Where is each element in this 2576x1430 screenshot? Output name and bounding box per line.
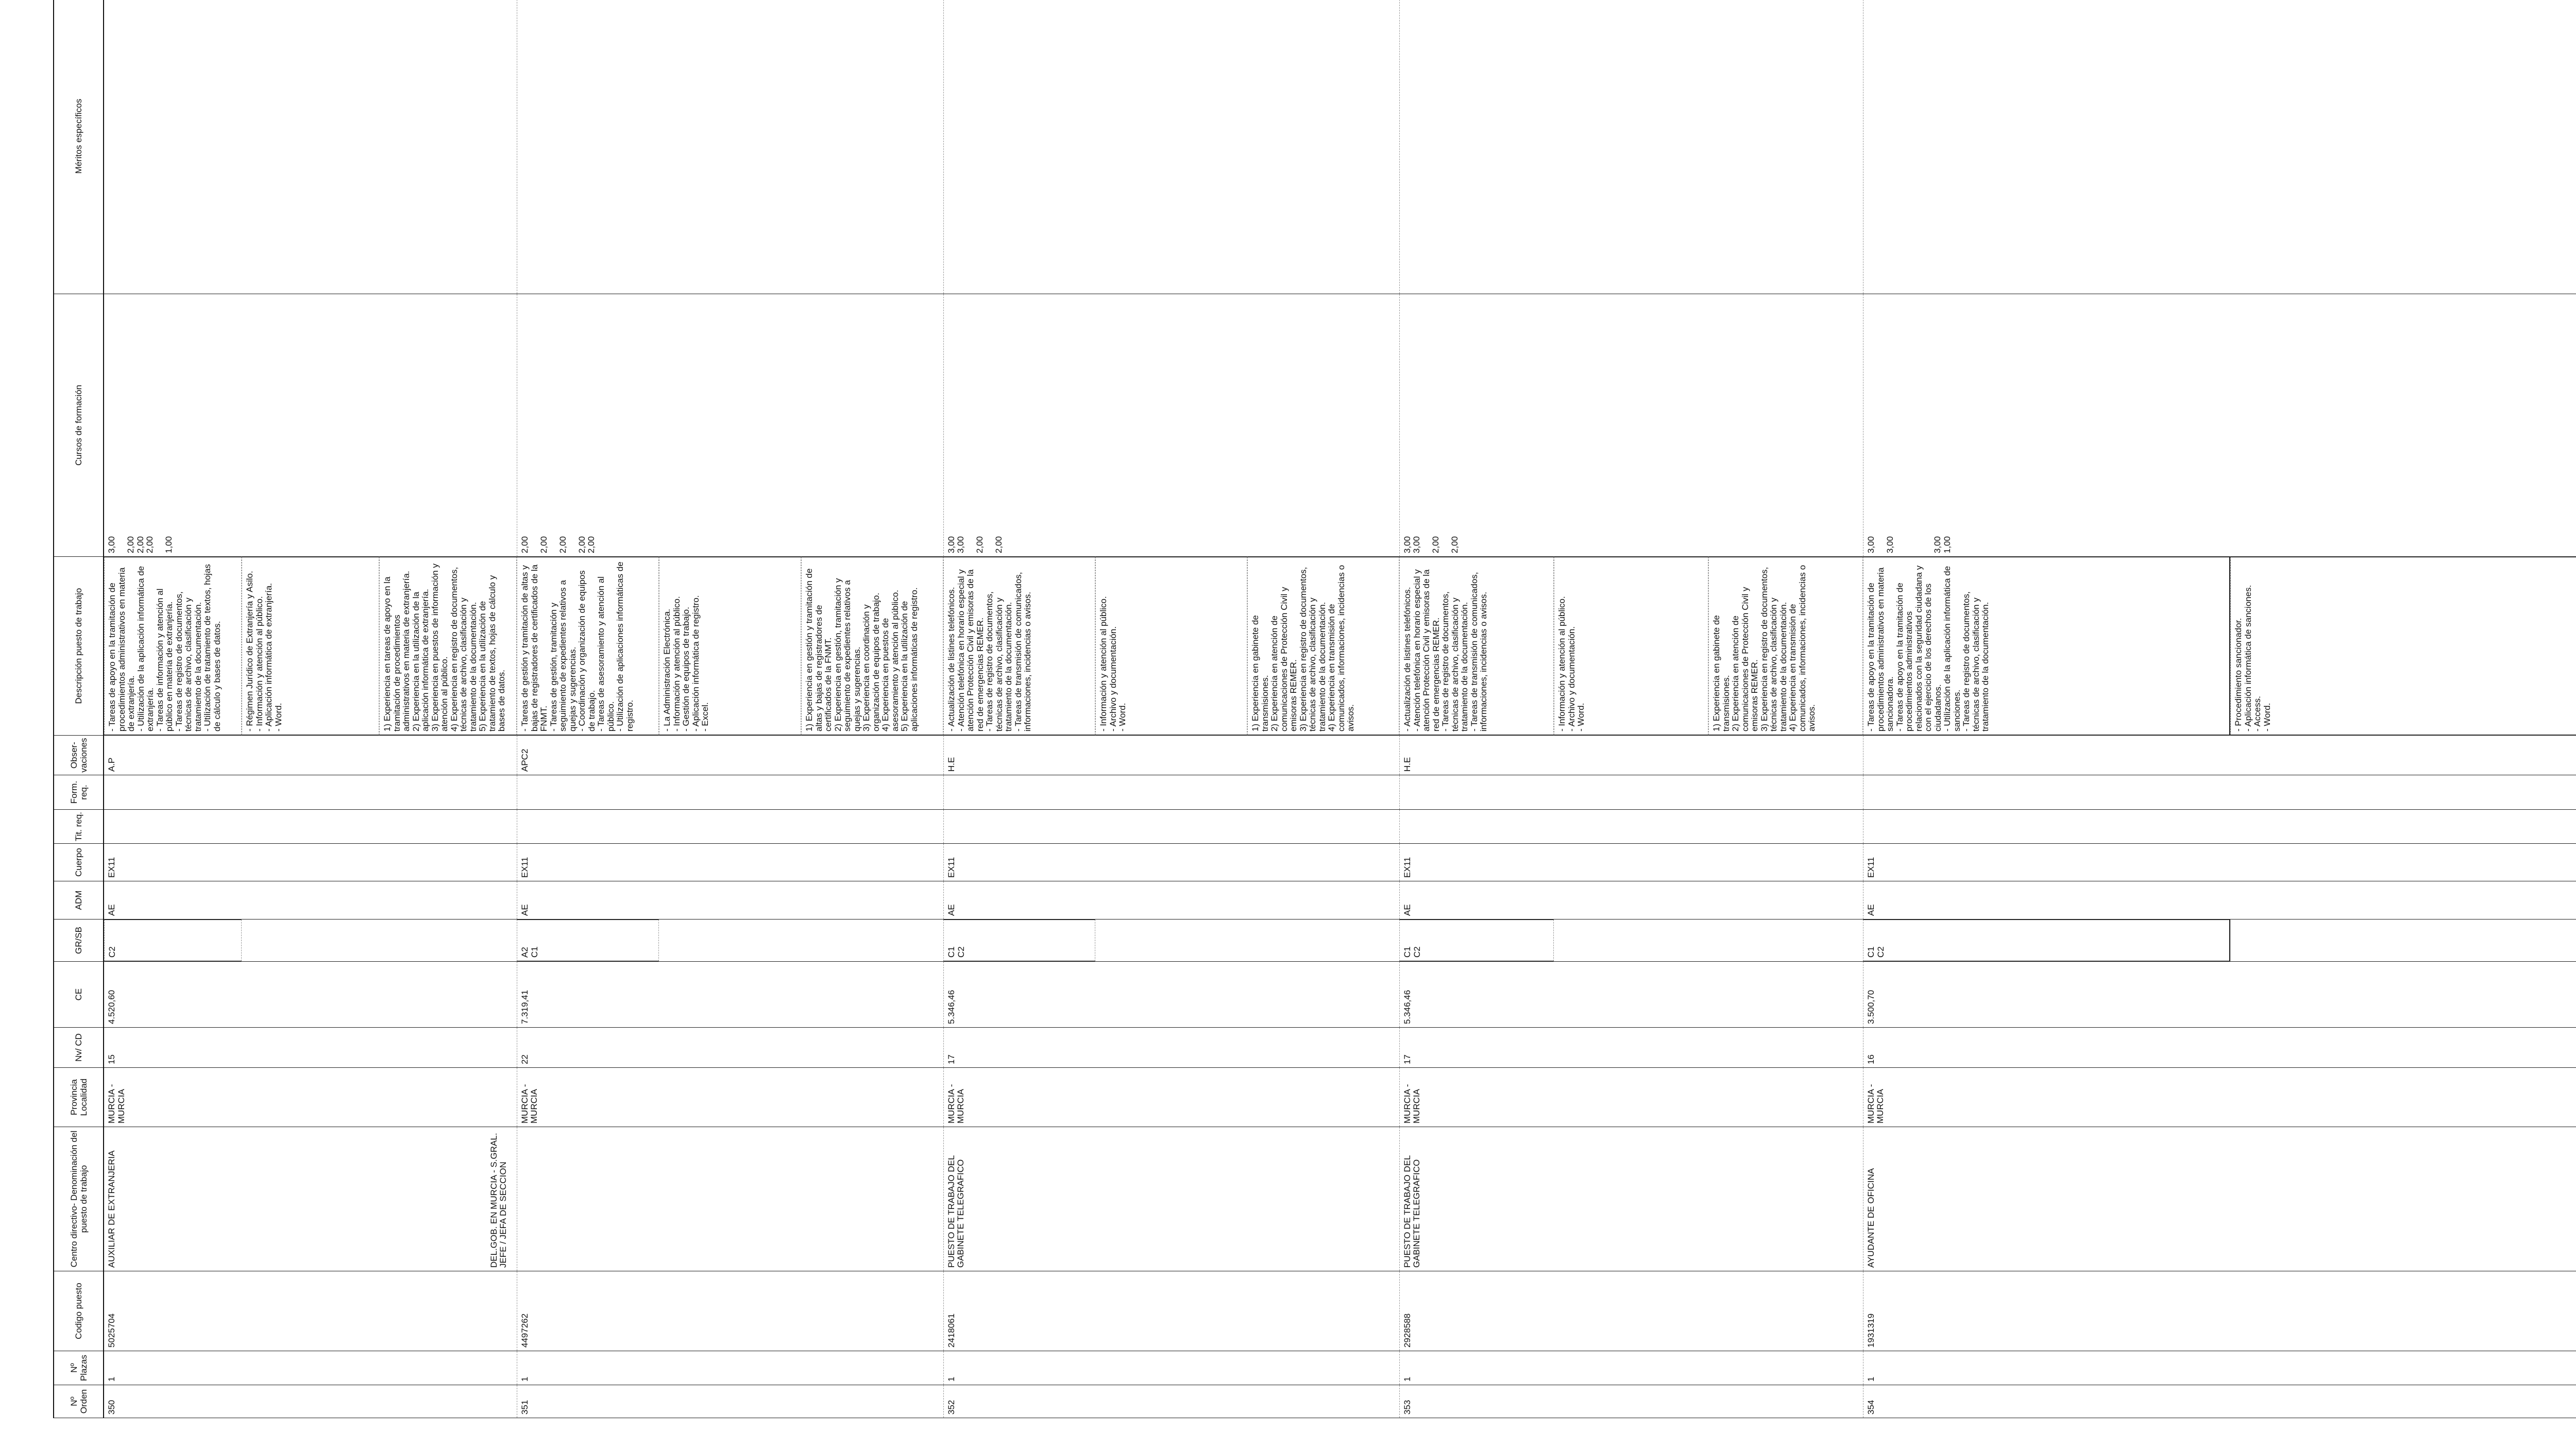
cell-form (1863, 775, 2576, 810)
col-header-provincia: Provincia Localidad (54, 1068, 104, 1127)
cell-descripcion: - Tareas de apoyo en la tramitación de procedimientos administrativos en materia sancionadora. - Tareas de apoyo en la tramitación de procedimientos administrativos relacionados con la seguridad ciudadana y con el ejercicio de los derechos de los ciudadanos. - Utilización de la aplicación informática de sanciones. - Tareas de registro de documentos, técnicas de archivo, clasificación y tratamiento de la documentación. (1863, 557, 2230, 735)
max-score (549, 297, 558, 553)
max-score: 3,00 (956, 536, 965, 553)
cell-form (1399, 775, 1863, 810)
cell-adm: AE (943, 881, 1399, 920)
max-score: 3,00 (107, 536, 116, 553)
col-header-nivel: Nv/ CD (54, 1028, 104, 1068)
denominacion: PUESTO DE TRABAJO DEL GABINETE TELEGRAFICO (946, 1155, 965, 1268)
col-header-codigo: Codigo puesto (54, 1271, 104, 1351)
denominacion: AUXILIAR DE EXTRANJERIA (107, 1150, 116, 1268)
cell-nivel: 16 (1863, 1028, 2576, 1068)
cell-provincia: MURCIA - MURCIA (1399, 1068, 1863, 1127)
cell-codigo: 2418061 (943, 1271, 1399, 1351)
cell-orden: 353 (1399, 1385, 1863, 1418)
cell-form (943, 775, 1399, 810)
max-score: 1,00 (1942, 536, 1952, 553)
max-score: 3,00 (1866, 536, 1876, 553)
cell-codigo: 4497262 (517, 1271, 943, 1351)
cell-ce: 5.346,46 (1399, 962, 1863, 1028)
cell-descripcion: - Actualización de listines telefónicos. - Atención telefónica en horario especial y atención Protección Civil y emisoras de la red de emergencias REMER. - Tareas de registro de documentos, técnicas de archivo, clasificación y tratamiento de la documentación. - Tareas de transmisión de comunicados, informaciones, incidencias o avisos. (1399, 557, 1554, 735)
cell-grupo: C2 (104, 920, 242, 961)
cell-centro (1863, 1127, 2576, 1271)
cell-orden: 352 (943, 1385, 1399, 1418)
cell-cuerpo: EX11 (943, 844, 1399, 881)
col-header-ce: CE (54, 962, 104, 1028)
cell-ce: 7.319,41 (517, 962, 943, 1028)
cell-cursos: - Régimen Jurídico de Extranjería y Asilo. - Información y atención al público. - Aplicación informática de extranjería. - Word. (242, 557, 379, 735)
col-header-descripcion: Descripción puesto de trabajo (54, 557, 104, 736)
cell-tit (517, 810, 943, 844)
max-score: 2,00 (557, 536, 568, 553)
cell-me (1399, 0, 1863, 294)
cell-tit (1863, 810, 2576, 844)
cell-form (104, 775, 517, 810)
cell-max (104, 294, 517, 557)
table-row (104, 0, 517, 1418)
cell-centro (488, 1127, 943, 1271)
max-score: 2,00 (145, 536, 155, 553)
cell-plazas: 1 (943, 1351, 1399, 1385)
cell-max (1399, 294, 1863, 557)
cell-obs: APC2 (517, 736, 943, 775)
col-header-cursos: Cursos de formación (54, 294, 104, 557)
col-header-meritos: Méritos específicos (54, 0, 104, 294)
max-score (985, 297, 995, 553)
cell-grupo: A2 C1 (517, 920, 659, 961)
cell-descripcion: - Tareas de gestión y tramitación de altas y bajas de registradores de certificados de la FNMT. - Tareas de gestión, tramitación y seguimiento de expedientes relativos a quejas y sugerencias. - Coordinación y organización de equipos de trabajo. - Tareas de asesoramiento y atención al público. - Utilización de aplicaciones informáticas de registro. (517, 557, 659, 735)
cell-cuerpo: EX11 (104, 844, 517, 881)
job-positions-table (53, 0, 2576, 1418)
cell-me (104, 0, 517, 294)
table-row (517, 0, 943, 1418)
table-row (943, 0, 1399, 1418)
cell-adm: AE (1863, 881, 2576, 920)
cell-max (1863, 294, 2576, 557)
max-score: 2,00 (126, 536, 135, 553)
cell-cursos: - Información y atención al público. - Archivo y documentación. - Word. (1554, 557, 1708, 735)
max-score (1895, 297, 1905, 553)
col-header-orden: Nº Orden (54, 1385, 104, 1418)
max-score (1441, 297, 1451, 553)
cell-tit (104, 810, 517, 844)
cell-provincia: MURCIA - MURCIA (104, 1068, 517, 1127)
cell-centro (943, 1127, 1399, 1271)
cell-orden: 354 (1863, 1385, 2576, 1418)
table-row (1399, 0, 1863, 1418)
cell-max (943, 294, 1399, 557)
cell-provincia: MURCIA - MURCIA (1863, 1068, 2576, 1127)
max-score: 2,00 (975, 536, 985, 553)
cell-provincia: MURCIA - MURCIA (943, 1068, 1399, 1127)
col-header-grupo: GR/SB (54, 920, 104, 962)
max-score: 2,00 (577, 536, 587, 553)
cell-me (517, 0, 943, 294)
cell-plazas: 1 (104, 1351, 517, 1385)
cell-adm: AE (104, 881, 517, 920)
cell-cursos: - Procedimiento sancionador. - Aplicación informática de sanciones. - Access. - Word. (2230, 557, 2576, 735)
cell-cuerpo: EX11 (517, 844, 943, 881)
cell-form (517, 775, 943, 810)
max-score: 3,00 (946, 536, 956, 553)
cell-descripcion: - Actualización de listines telefónicos. - Atención telefónica en horario especial y atención Protección Civil y emisoras de la red de emergencias REMER. - Tareas de registro de documentos, técnicas de archivo, clasificación y tratamiento de la documentación. - Tareas de transmisión de comunicados, informaciones, incidencias o avisos. (943, 557, 1095, 735)
max-score: 2,00 (1431, 536, 1440, 553)
cell-ce: 3.500,70 (1863, 962, 2576, 1028)
cell-orden: 351 (517, 1385, 943, 1418)
col-header-centro: Centro directivo- Denominación del puesto de trabajo (54, 1127, 104, 1271)
cell-grupo: C1 C2 (1863, 920, 2230, 961)
cell-tit (943, 810, 1399, 844)
max-score (117, 297, 127, 553)
cell-plazas: 1 (517, 1351, 943, 1385)
cell-ce: 5.346,46 (943, 962, 1399, 1028)
cell-obs: H.E (943, 736, 1399, 775)
cell-nivel: 22 (517, 1028, 943, 1068)
cell-codigo: 5025704 (104, 1271, 517, 1351)
max-score (1876, 297, 1886, 553)
max-score: 2,00 (519, 536, 530, 553)
cell-codigo: 2928588 (1399, 1271, 1863, 1351)
table-row (1863, 0, 2576, 1418)
max-score (1905, 297, 1914, 553)
col-header-adm: ADM (54, 881, 104, 920)
cell-nivel: 15 (104, 1028, 517, 1068)
max-score (1924, 297, 1934, 553)
col-header-plazas: Nº Plazas (54, 1351, 104, 1385)
cell-plazas: 1 (1399, 1351, 1863, 1385)
cell-meritos: 1) Experiencia en gabinete de transmisiones. 2) Experiencia en atención de comunicaciones de Protección Civil y emisoras REMER. 3) Experiencia en registro de documentos, técnicas de archivo, clasificación y tratamiento de la documentación. 4) Experiencia en transmisión de comunicados, informaciones, incidencias o avisos. (1247, 557, 1399, 735)
cell-centro (1399, 1127, 1863, 1271)
cell-obs: A.P (104, 736, 517, 775)
cell-obs: H.E (1399, 736, 1863, 775)
max-score: 3,00 (1402, 536, 1412, 553)
denominacion: JEFE / JEFA DE SECCION (498, 1162, 508, 1268)
cell-meritos: 1) Experiencia en tareas de apoyo en la tramitación de procedimientos administrativos en materia de extranjería. 2) Experiencia en la utilización de la aplicación informática de extranjería. 3) Experiencia en puestos de información y atención al público. 4) Experiencia en registro de documentos, técnicas de archivo, clasificación y tratamiento de la documentación. 5) Experiencia en la utilización de tratamiento de textos, hojas de cálculo y bases de datos. (379, 557, 517, 735)
max-score: 3,00 (1933, 536, 1942, 553)
max-score (966, 297, 976, 553)
cell-cursos: - Información y atención al público. - Archivo y documentación. - Word. (1095, 557, 1247, 735)
max-score (568, 297, 578, 553)
cell-me (1863, 0, 2576, 294)
centro-directivo: DEL.GOB. EN MURCIA - S.GRAL. (488, 1133, 499, 1268)
cell-provincia: MURCIA - MURCIA (517, 1068, 943, 1127)
col-header-form: Form. req. (54, 775, 104, 810)
max-score: 3,00 (1885, 536, 1895, 553)
max-score (1914, 297, 1924, 553)
cell-orden: 350 (104, 1385, 517, 1418)
cell-nivel: 17 (943, 1028, 1399, 1068)
cell-nivel: 17 (1399, 1028, 1863, 1068)
col-header-obs: Obser- vaciones (54, 736, 104, 775)
max-score (530, 297, 539, 553)
cell-obs (1863, 736, 2576, 775)
denominacion: PUESTO DE TRABAJO DEL GABINETE TELEGRAFICO (1402, 1155, 1421, 1268)
header-row (54, 0, 104, 1418)
cell-ce: 4.520,60 (104, 962, 517, 1028)
cell-cuerpo: EX11 (1399, 844, 1863, 881)
max-score (1422, 297, 1432, 553)
max-score: 2,00 (135, 536, 145, 553)
max-score: 1,00 (164, 536, 174, 553)
cell-me (943, 0, 1399, 294)
col-header-cuerpo: Cuerpo (54, 844, 104, 881)
cell-meritos: 1) Experiencia en gestión y tramitación de altas y bajas de registradores de certificados de la FNMT. 2) Experiencia en gestión, tramitación y seguimiento de expedientes relativos a quejas y sugerencias. 3) Experiencia en coordinación y organización de equipos de trabajo. 4) Experiencia en puestos de asesoramiento y atención al público. 5) Experiencia en la utilización de aplicaciones informáticas de registro. (801, 557, 943, 735)
max-score (155, 297, 165, 553)
cell-cuerpo: EX11 (1863, 844, 2576, 881)
cell-centro (104, 1127, 517, 1271)
max-score: 2,00 (538, 536, 549, 553)
max-score: 2,00 (994, 536, 1004, 553)
cell-grupo: C1 C2 (1399, 920, 1554, 961)
cell-grupo: C1 C2 (943, 920, 1095, 961)
col-header-tit: Tit. req. (54, 810, 104, 844)
cell-max (517, 294, 943, 557)
cell-adm: AE (1399, 881, 1863, 920)
max-score: 2,00 (1450, 536, 1460, 553)
cell-tit (1399, 810, 1863, 844)
cell-cursos: - La Administración Electrónica. - Información y atención al público. - Gestión de equipos de trabajo. - Aplicación informática de registro. - Excel. (659, 557, 801, 735)
max-score: 2,00 (586, 536, 596, 553)
denominacion: AYUDANTE DE OFICINA (1866, 1168, 1876, 1268)
cell-codigo: 1931319 (1863, 1271, 2576, 1351)
cell-adm: AE (517, 881, 943, 920)
cell-plazas: 1 (1863, 1351, 2576, 1385)
cell-descripcion: - Tareas de apoyo en la tramitación de procedimientos administrativos en materia de extranjería. - Utilización de la aplicación informática de extranjería. - Tareas de información y atención al público en materia de extranjería. - Tareas de registro de documentos, técnicas de archivo, clasificación y tratamiento de la documentación. - Utilización de tratamiento de textos, hojas de cálculo y bases de datos. (104, 557, 242, 735)
cell-meritos: 1) Experiencia en gabinete de transmisiones. 2) Experiencia en atención de comunicaciones de Protección Civil y emisoras REMER. 3) Experiencia en registro de documentos, técnicas de archivo, clasificación y tratamiento de la documentación. 4) Experiencia en transmisión de comunicados, informaciones, incidencias o avisos. (1708, 557, 1863, 735)
max-score: 3,00 (1412, 536, 1421, 553)
